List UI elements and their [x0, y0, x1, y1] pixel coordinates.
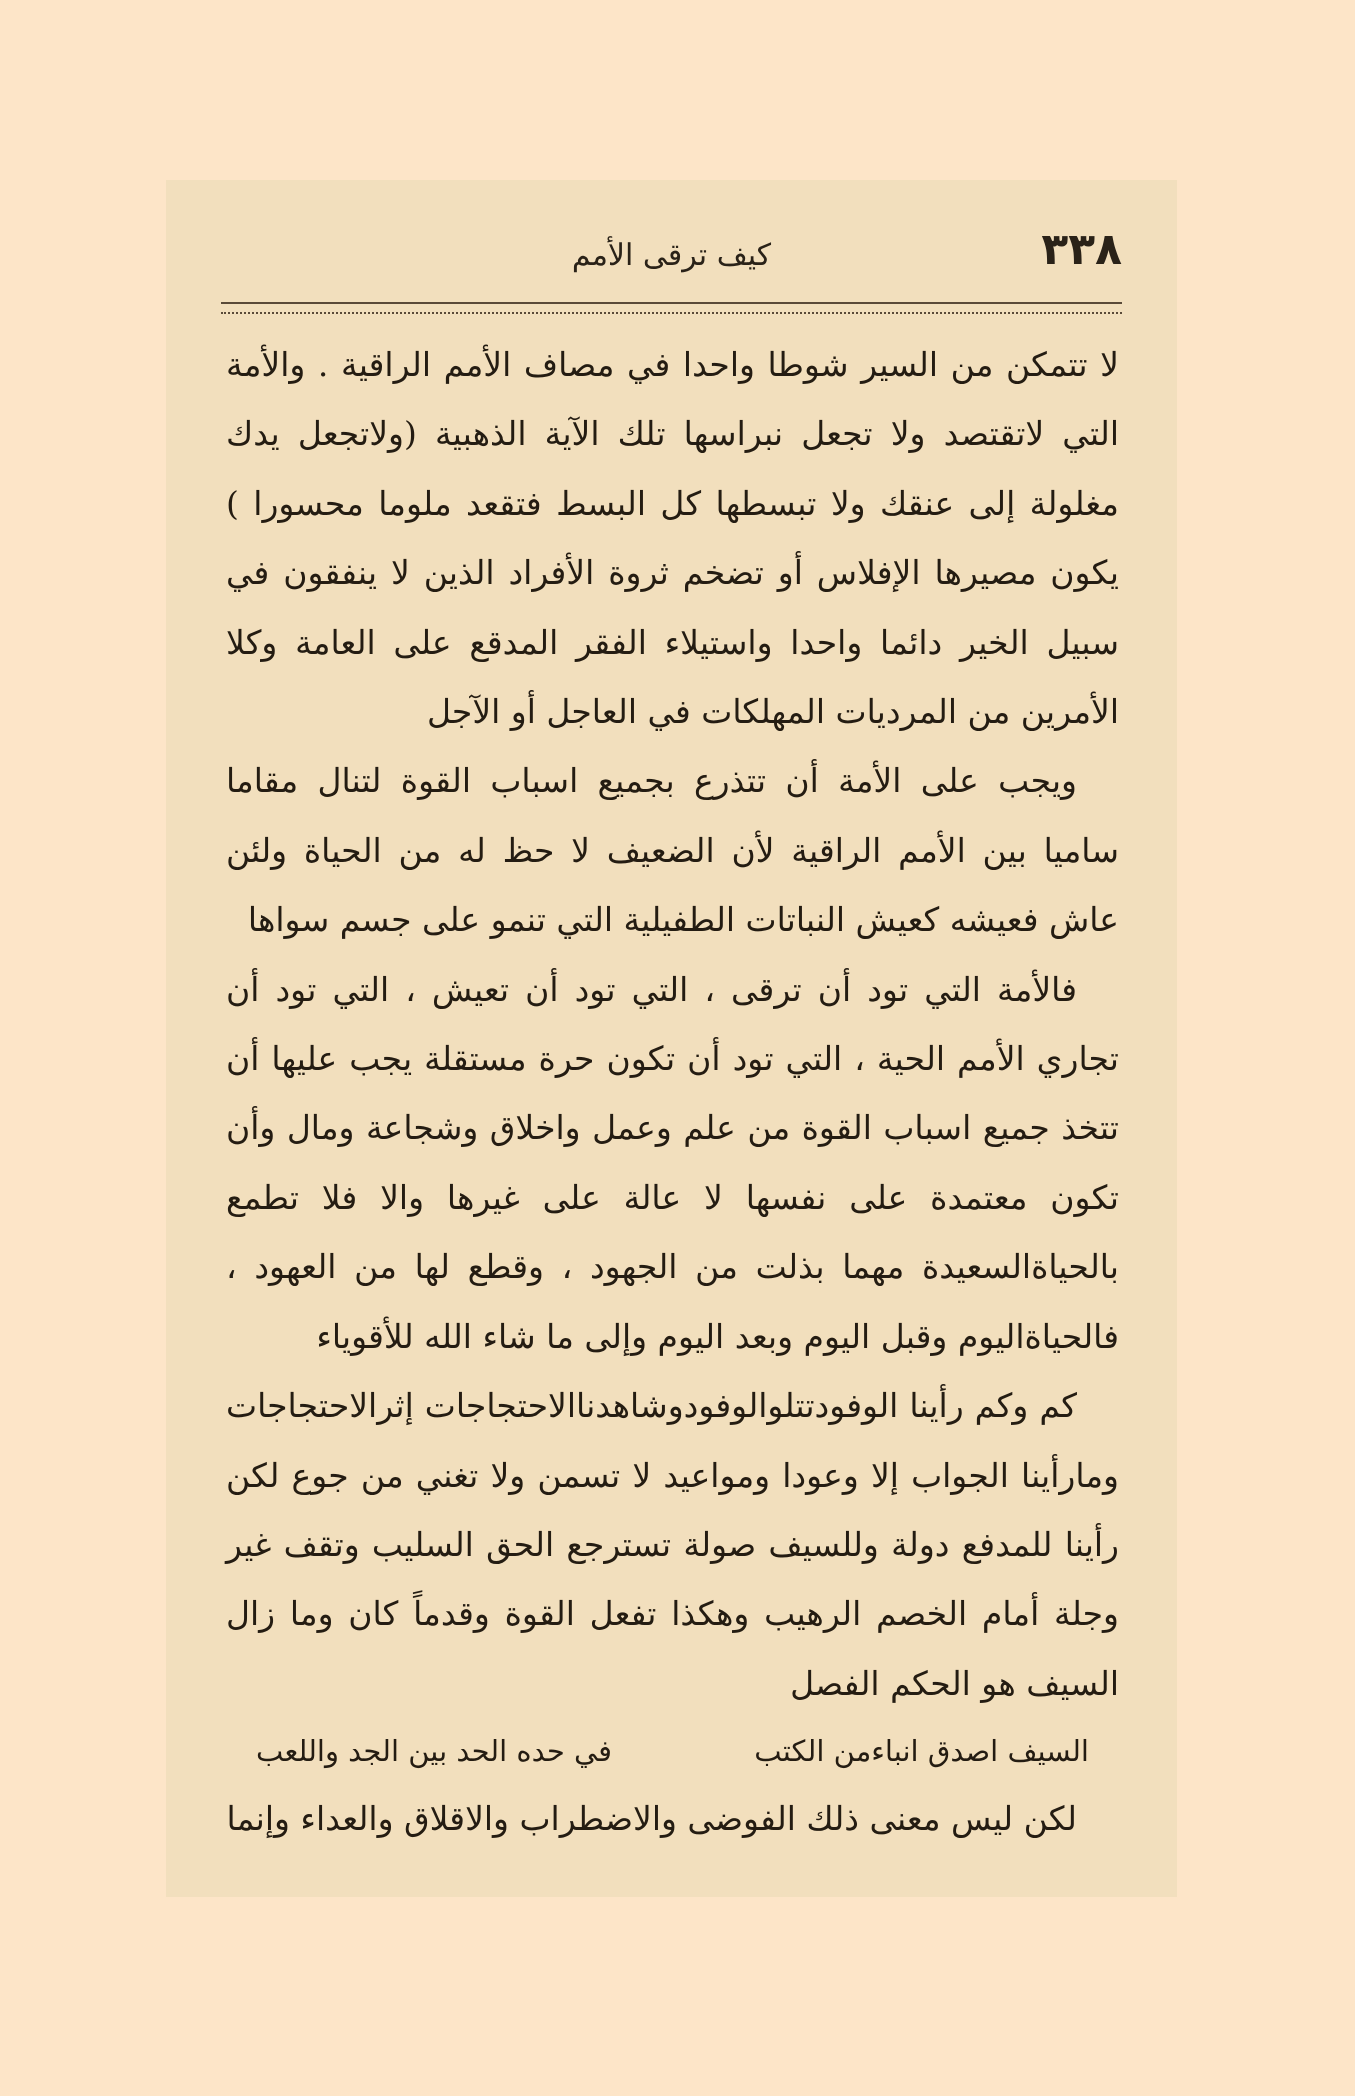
- poetry-verse: [226, 1718, 1119, 1784]
- page-number: ٣٣٨: [1041, 224, 1122, 275]
- verse-first-hemistich: السيف اصدق انباءمن الكتب: [754, 1734, 1089, 1769]
- header-rule: [221, 302, 1122, 314]
- paragraph-3: فالأمة التي تود أن ترقى ، التي تود أن تعيش ، التي تود أن تجاري الأمم الحية ، التي تود أن تكون حرة مستقلة يجب عليها أن تتخذ جميع اسباب القوة من علم وعمل واخلاق وشجاعة ومال وأن تكون معتمدة على نفسها لا عالة على غيرها والا فلا تطمع بالحياةالسعيدة مهما بذلت من الجهود ، وقطع لها من العهود ، فالحياةاليوم وقبل اليوم وبعد اليوم وإلى ما شاء الله للأقوياء: [226, 969, 1119, 1356]
- running-title: كيف ترقى الأمم: [571, 238, 772, 273]
- paragraph-4: كم وكم رأينا الوفودتتلوالوفودوشاهدناالاحتجاجات إثرالاحتجاجات ومارأينا الجواب إلا وعودا ومواعيد لا تسمن ولا تغني من جوع لكن رأينا للمدفع دولة وللسيف صولة تسترجع الحق السليب وتقف غير وجلة أمام الخصم الرهيب وهكذا تفعل القوة وقدماً كان وما زال السيف هو الحكم الفصل: [226, 1386, 1119, 1703]
- page-header: [221, 220, 1122, 290]
- paragraph-1: لا تتمكن من السير شوطا واحدا في مصاف الأمم الراقية . والأمة التي لاتقتصد ولا تجعل نبراسها تلك الآية الذهبية (ولاتجعل يدك مغلولة إلى عنقك ولا تبسطها كل البسط فتقعد ملوما محسورا ) يكون مصيرها الإفلاس أو تضخم ثروة الأفراد الذين لا ينفقون في سبيل الخير دائما واحدا واستيلاء الفقر المدقع على العامة وكلا الأمرين من المرديات المهلكات في العاجل أو الآجل: [226, 345, 1119, 732]
- page-body: [226, 330, 1119, 1854]
- paragraph-2: ويجب على الأمة أن تتذرع بجميع اسباب القوة لتنال مقاما ساميا بين الأمم الراقية لأن الضعيف لا حظ له من الحياة ولئن عاش فعيشه كعيش النباتات الطفيلية التي تنمو على جسم سواها: [226, 761, 1119, 940]
- paragraph-5: لكن ليس معنى ذلك الفوضى والاضطراب والاقلاق والعداء وإنما: [226, 1799, 1077, 1839]
- book-page: [166, 180, 1177, 1897]
- verse-second-hemistich: في حده الحد بين الجد واللعب: [256, 1734, 613, 1769]
